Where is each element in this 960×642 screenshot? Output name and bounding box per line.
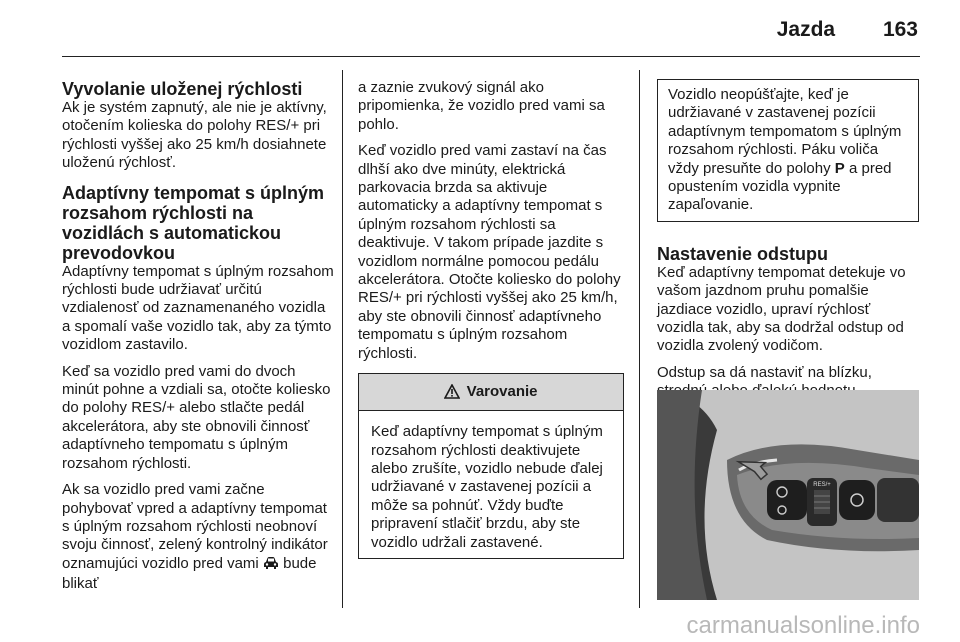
header-rule <box>62 56 920 57</box>
paragraph: Odstup sa dá nastaviť na blízku, <box>657 363 872 381</box>
paragraph: Keď sa vozidlo pred vami do dvoch minút pohne a vzdiali sa, otočte koliesko do polohy RES/+ alebo stlačte pedál akcelerátora, aby ste obnovili činnosť adaptívneho tempomatu s úplným rozsahom rýchlosti. <box>62 362 331 472</box>
heading-distance-setting: Nastavenie odstupu <box>657 243 829 264</box>
heading-recall-speed: Vyvolanie uloženej rýchlosti <box>62 79 303 99</box>
gear-position-p: P <box>834 159 845 177</box>
column-divider-2 <box>639 70 640 608</box>
res-label: RES/+ <box>813 482 831 488</box>
steering-wheel-figure <box>657 390 919 600</box>
paragraph-text: bude blikať <box>62 554 317 593</box>
paragraph: Adaptívny tempomat s úplným rozsahom rýchlosti bude udržiavať určitú vzdialenosť od zaznamenaného vozidla a spomalí vaše vozidlo tak, aby za týmto vozidlom zastavilo. <box>62 262 334 354</box>
note-box <box>657 79 919 222</box>
warning-triangle-icon <box>444 384 460 399</box>
warning-title: Varovanie <box>466 383 538 401</box>
page-number: 163 <box>882 18 918 41</box>
paragraph: a zaznie zvukový signál ako pripomienka, že vozidlo pred vami sa pohlo. <box>358 79 605 133</box>
vehicle-ahead-icon <box>263 556 279 575</box>
paragraph: Keď adaptívny tempomat detekuje vo vašom jazdnom pruhu pomalšie jazdiace vozidlo, upraví rýchlosť vozidla tak, aby sa dodržal odstup od vozidla zvolený vodičom. <box>657 263 906 355</box>
note-text: a pred opustením vozidla vypnite zapaľovanie. <box>668 159 892 214</box>
heading-adaptive-cruise: Adaptívny tempomat s úplným rozsahom rýchlosti na vozidlách s automatickou prevodovkou <box>62 182 325 263</box>
watermark: carmanualsonline.info <box>686 612 920 639</box>
paragraph <box>62 481 334 593</box>
warning-header <box>359 374 623 411</box>
warning-box <box>358 373 624 559</box>
warning-text: Keď adaptívny tempomat s úplným rozsahom rýchlosti deaktivujete alebo zrušíte, vozidlo nebude ďalej udržiavané v zastavenej pozícii a môže sa pohnúť. Vždy buďte pripravení stlačiť brzdu, aby ste vozidlo udržali zastavené. <box>371 423 603 551</box>
chapter-title: Jazda <box>776 18 836 41</box>
page-header <box>777 18 918 42</box>
column-2 <box>358 79 624 559</box>
paragraph: Ak je systém zapnutý, ale nie je aktívny, otočením kolieska do polohy RES/+ pri rýchlosti vyššej ako 25 km/h dosiahnete uloženú rýchlosť. <box>62 99 327 172</box>
column-3 <box>657 79 919 409</box>
paragraph: Keď vozidlo pred vami zastaví na čas dlhší ako dve minúty, elektrická parkovacia brzda sa aktivuje automaticky a adaptívny tempomat s úplným rozsahom rýchlosti sa deaktivuje. V takom prípade jazdite s vozidlom normálne pomocou pedálu akcelerátora. Otočte koliesko do polohy RES/+ pri rýchlosti vyššej ako 25 km/h, aby ste obnovili činnosť adaptívneho tempomatu s úplným rozsahom rýchlosti. <box>358 142 621 362</box>
paragraph-text: Ak sa vozidlo pred vami začne pohybovať vpred a adaptívny tempomat s úplným rozsahom rýchlosti neobnoví svoju činnosť, zelený kontrolný indikátor oznamujúci vozidlo pred vami <box>62 481 328 572</box>
note-text: Vozidlo neopúšťajte, keď je udržiavané v zastavenej pozícii adaptívnym tempomatom s úplným rozsahom rýchlosti. Páku voliča vždy presuňte do polohy <box>668 86 902 177</box>
column-divider-1 <box>342 70 343 608</box>
column-1 <box>62 79 334 602</box>
